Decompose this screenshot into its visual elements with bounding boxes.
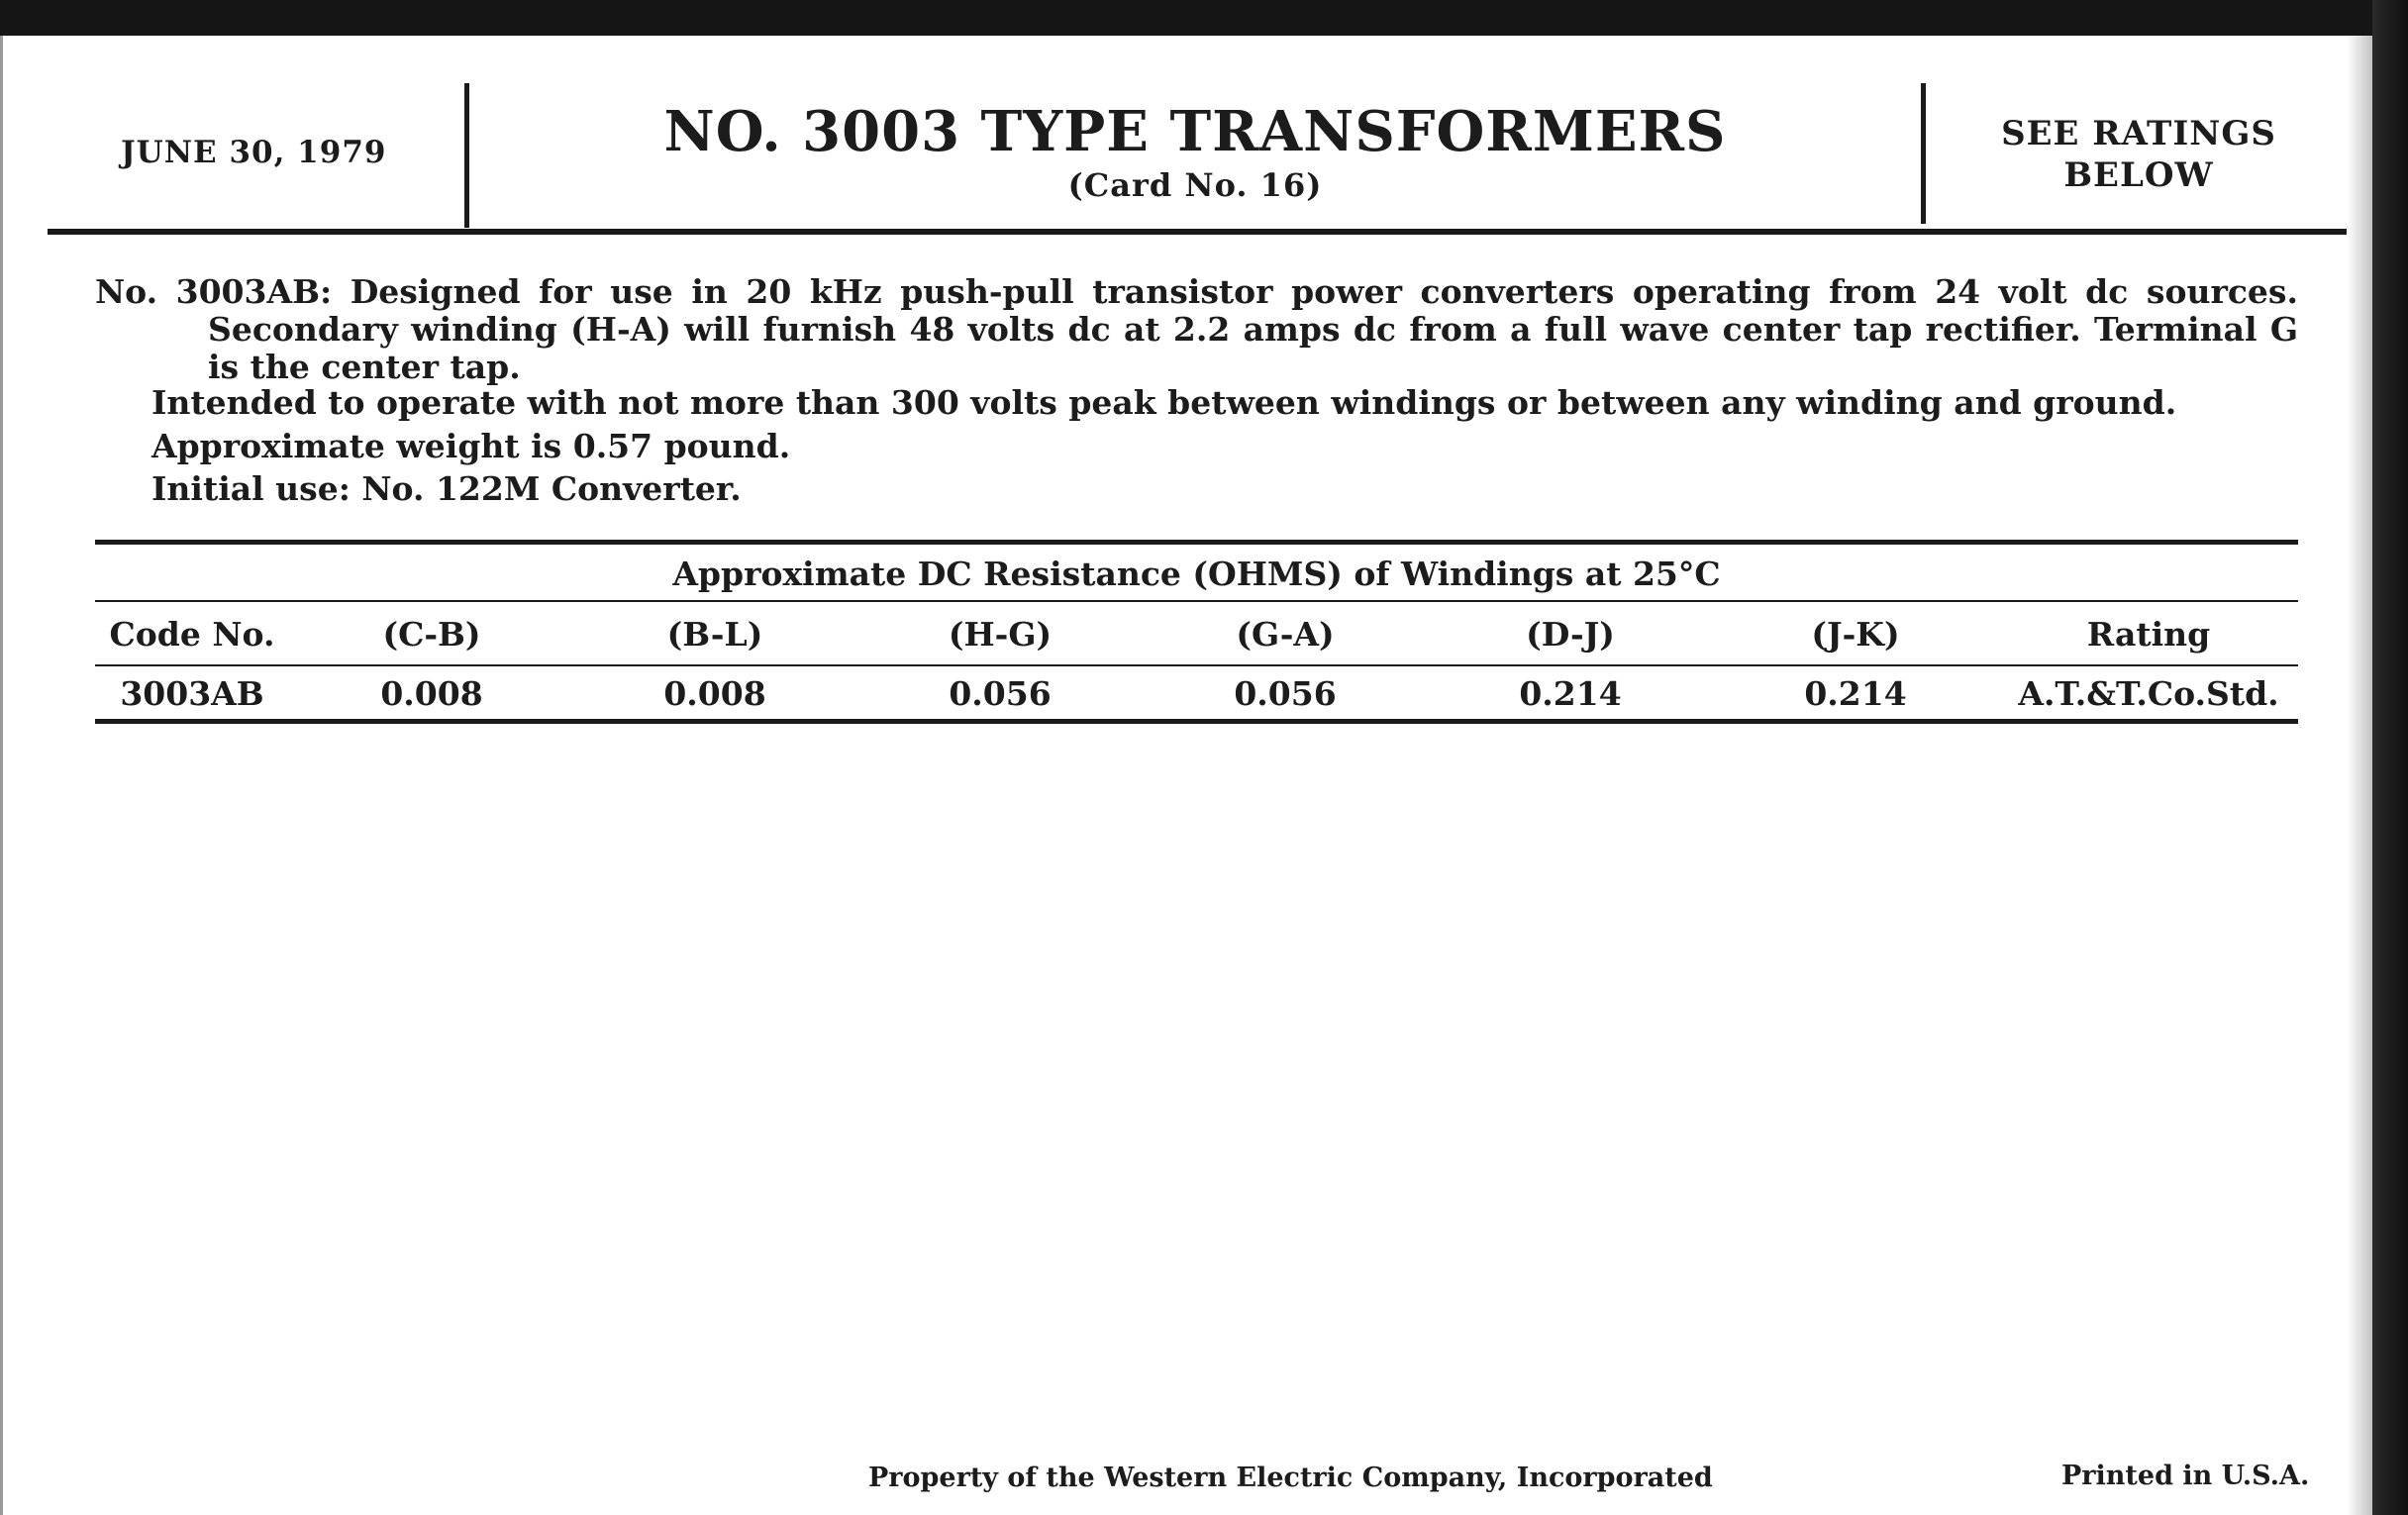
ratings-note-line2: BELOW xyxy=(2063,155,2214,195)
card-edge-shadow xyxy=(2347,36,2372,1515)
initial-use-note: Initial use: No. 122M Converter. xyxy=(151,469,742,508)
ratings-note-line1: SEE RATINGS xyxy=(2001,114,2276,153)
ratings-note xyxy=(1941,113,2337,196)
issue-date: JUNE 30, 1979 xyxy=(121,135,387,170)
col-header-rating: Rating xyxy=(2086,615,2211,654)
header-divider-right xyxy=(1921,83,1926,224)
weight-note: Approximate weight is 0.57 pound. xyxy=(151,427,791,465)
card-left-edge xyxy=(0,36,3,1515)
col-header-d-j: (D-J) xyxy=(1526,615,1615,654)
property-notice: Property of the Western Electric Company, Incorporated xyxy=(868,1463,1713,1493)
page-title: NO. 3003 TYPE TRANSFORMERS xyxy=(663,99,1727,164)
header-rule xyxy=(48,229,2347,235)
table-cell-d-j: 0.214 xyxy=(1519,674,1622,713)
col-header-b-l: (B-L) xyxy=(666,615,763,654)
col-header-g-a: (G-A) xyxy=(1236,615,1335,654)
table-cell-j-k: 0.214 xyxy=(1804,674,1907,713)
table-caption-rule xyxy=(95,600,2298,602)
document-card xyxy=(0,36,2372,1515)
description-paragraph: No. 3003AB: Designed for use in 20 kHz push-pull transistor power converters operating from 24 volt dc sources. Secondary winding (H-A) will furnish 48 volts dc at 2.2 amps dc from a full wave center tap rectifier. Terminal G is the center tap. xyxy=(95,272,2298,386)
table-cell-c-b: 0.008 xyxy=(380,674,483,713)
table-cell-code: 3003AB xyxy=(120,674,264,713)
scanner-background-edge xyxy=(2372,0,2408,1515)
table-cell-h-g: 0.056 xyxy=(949,674,1052,713)
table-header-rule xyxy=(95,664,2298,666)
operating-note: Intended to operate with not more than 300 volts peak between windings or between any winding and ground. xyxy=(151,383,2177,422)
table-cell-b-l: 0.008 xyxy=(663,674,766,713)
printed-notice: Printed in U.S.A. xyxy=(2061,1461,2310,1491)
card-number: (Card No. 16) xyxy=(1067,166,1323,204)
table-caption: Approximate DC Resistance (OHMS) of Windings at 25°C xyxy=(672,555,1721,593)
table-cell-g-a: 0.056 xyxy=(1234,674,1337,713)
col-header-code: Code No. xyxy=(109,615,275,654)
table-top-rule xyxy=(95,540,2298,545)
col-header-c-b: (C-B) xyxy=(382,615,481,654)
col-header-h-g: (H-G) xyxy=(948,615,1053,654)
table-cell-rating: A.T.&T.Co.Std. xyxy=(2018,674,2279,713)
col-header-j-k: (J-K) xyxy=(1811,615,1900,654)
table-bottom-rule xyxy=(95,719,2298,724)
